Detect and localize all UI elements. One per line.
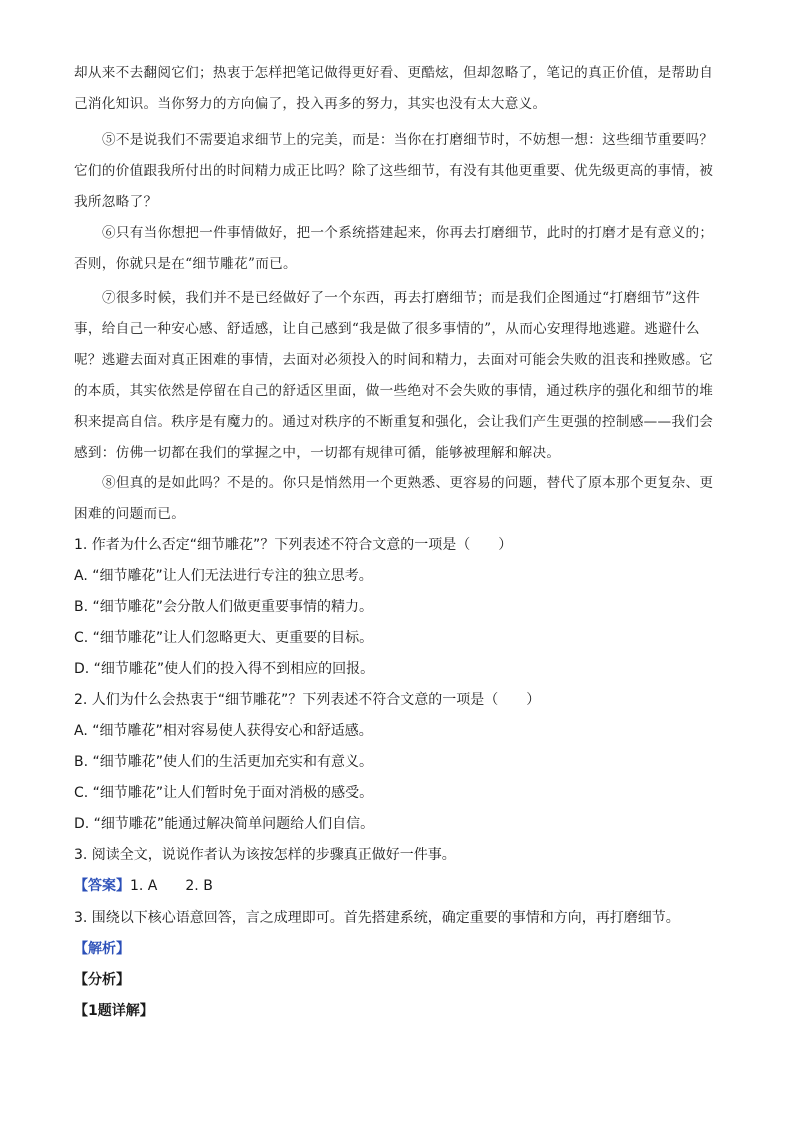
- passage-paragraph-continued: [74, 58, 720, 120]
- passage-paragraph-7: [74, 283, 720, 469]
- text-line: 己消化知识。当你努力的方向偏了，投入再多的努力，其实也没有太大意义。: [74, 96, 547, 112]
- text-line: 事，给自己一种安心感、舒适感，让自己感到“我是做了很多事情的”，从而心安理得地逃避。逃避什么: [74, 321, 700, 337]
- text-line: 却从来不去翻阅它们；热衷于怎样把笔记做得更好看、更酷炫，但却忽略了，笔记的真正价值，是帮助自: [74, 65, 714, 81]
- question-3-stem: 3. 阅读全文，说说作者认为该按怎样的步骤真正做好一件事。: [74, 847, 456, 863]
- text-line: 积来提高自信。秩序是有魔力的。通过对秩序的不断重复和强化，会让我们产生更强的控制感——我们会: [74, 414, 714, 430]
- answer-line: [74, 876, 724, 896]
- analysis-detail-1: 【1题详解】: [74, 1003, 154, 1019]
- text-line: 否则，你就只是在“细节雕花”而已。: [74, 256, 297, 272]
- text-line: 困难的问题而已。: [74, 506, 186, 522]
- answer-q3: 3. 围绕以下核心语意回答，言之成理即可。首先搭建系统，确定重要的事情和方向，再打磨细节。: [74, 910, 680, 926]
- answer-label: 【答案】: [74, 878, 130, 894]
- question-2-option-d: D. “细节雕花”能通过解决简单问题给人们自信。: [74, 816, 375, 832]
- question-1-option-b: B. “细节雕花”会分散人们做更重要事情的精力。: [74, 599, 374, 615]
- text-line: 我所忽略了？: [74, 194, 158, 210]
- question-1-option-c: C. “细节雕花”让人们忽略更大、更重要的目标。: [74, 630, 374, 646]
- analysis-fenxi: 【分析】: [74, 972, 130, 988]
- passage-paragraph-5: [74, 125, 720, 218]
- text-line: 感到：仿佛一切都在我们的掌握之中，一切都有规律可循，能够被理解和解决。: [74, 445, 561, 461]
- text-line: 呢？逃避去面对真正困难的事情，去面对必须投入的时间和精力，去面对可能会失败的沮丧和挫败感。它: [74, 352, 714, 368]
- question-1-option-a: A. “细节雕花”让人们无法进行专注的独立思考。: [74, 568, 373, 584]
- question-1-stem: 1. 作者为什么否定“细节雕花”？下列表述不符合文意的一项是（ ）: [74, 537, 513, 553]
- question-2-option-b: B. “细节雕花”使人们的生活更加充实和有意义。: [74, 754, 374, 770]
- text-line: 它们的价值跟我所付出的时间精力成正比吗？除了这些细节，有没有其他更重要、优先级更高的事情，被: [74, 163, 714, 179]
- question-1-option-d: D. “细节雕花”使人们的投入得不到相应的回报。: [74, 661, 375, 677]
- analysis-label: 【解析】: [74, 941, 130, 957]
- text-line: ⑧但真的是如此吗？不是的。你只是悄然用一个更熟悉、更容易的问题，替代了原本那个更复杂、更: [102, 475, 714, 491]
- question-2-stem: 2. 人们为什么会热衷于“细节雕花”？下列表述不符合文意的一项是（ ）: [74, 692, 541, 708]
- question-2-option-a: A. “细节雕花”相对容易使人获得安心和舒适感。: [74, 723, 373, 739]
- text-line: 的本质，其实依然是停留在自己的舒适区里面，做一些绝对不会失败的事情，通过秩序的强化和细节的堆: [74, 383, 714, 399]
- passage-paragraph-8: [74, 468, 720, 530]
- text-line: ⑤不是说我们不需要追求细节上的完美，而是：当你在打磨细节时，不妨想一想：这些细节重要吗？: [102, 132, 714, 148]
- question-2-option-c: C. “细节雕花”让人们暂时免于面对消极的感受。: [74, 785, 374, 801]
- passage-paragraph-6: [74, 218, 720, 280]
- text-line: ⑦很多时候，我们并不是已经做好了一个东西，再去打磨细节；而是我们企图通过“打磨细节”这件: [102, 290, 701, 306]
- text-line: ⑥只有当你想把一件事情做好，把一个系统搭建起来，你再去打磨细节，此时的打磨才是有意义的；: [102, 225, 714, 241]
- answer-text: 1. A 2. B: [130, 878, 213, 894]
